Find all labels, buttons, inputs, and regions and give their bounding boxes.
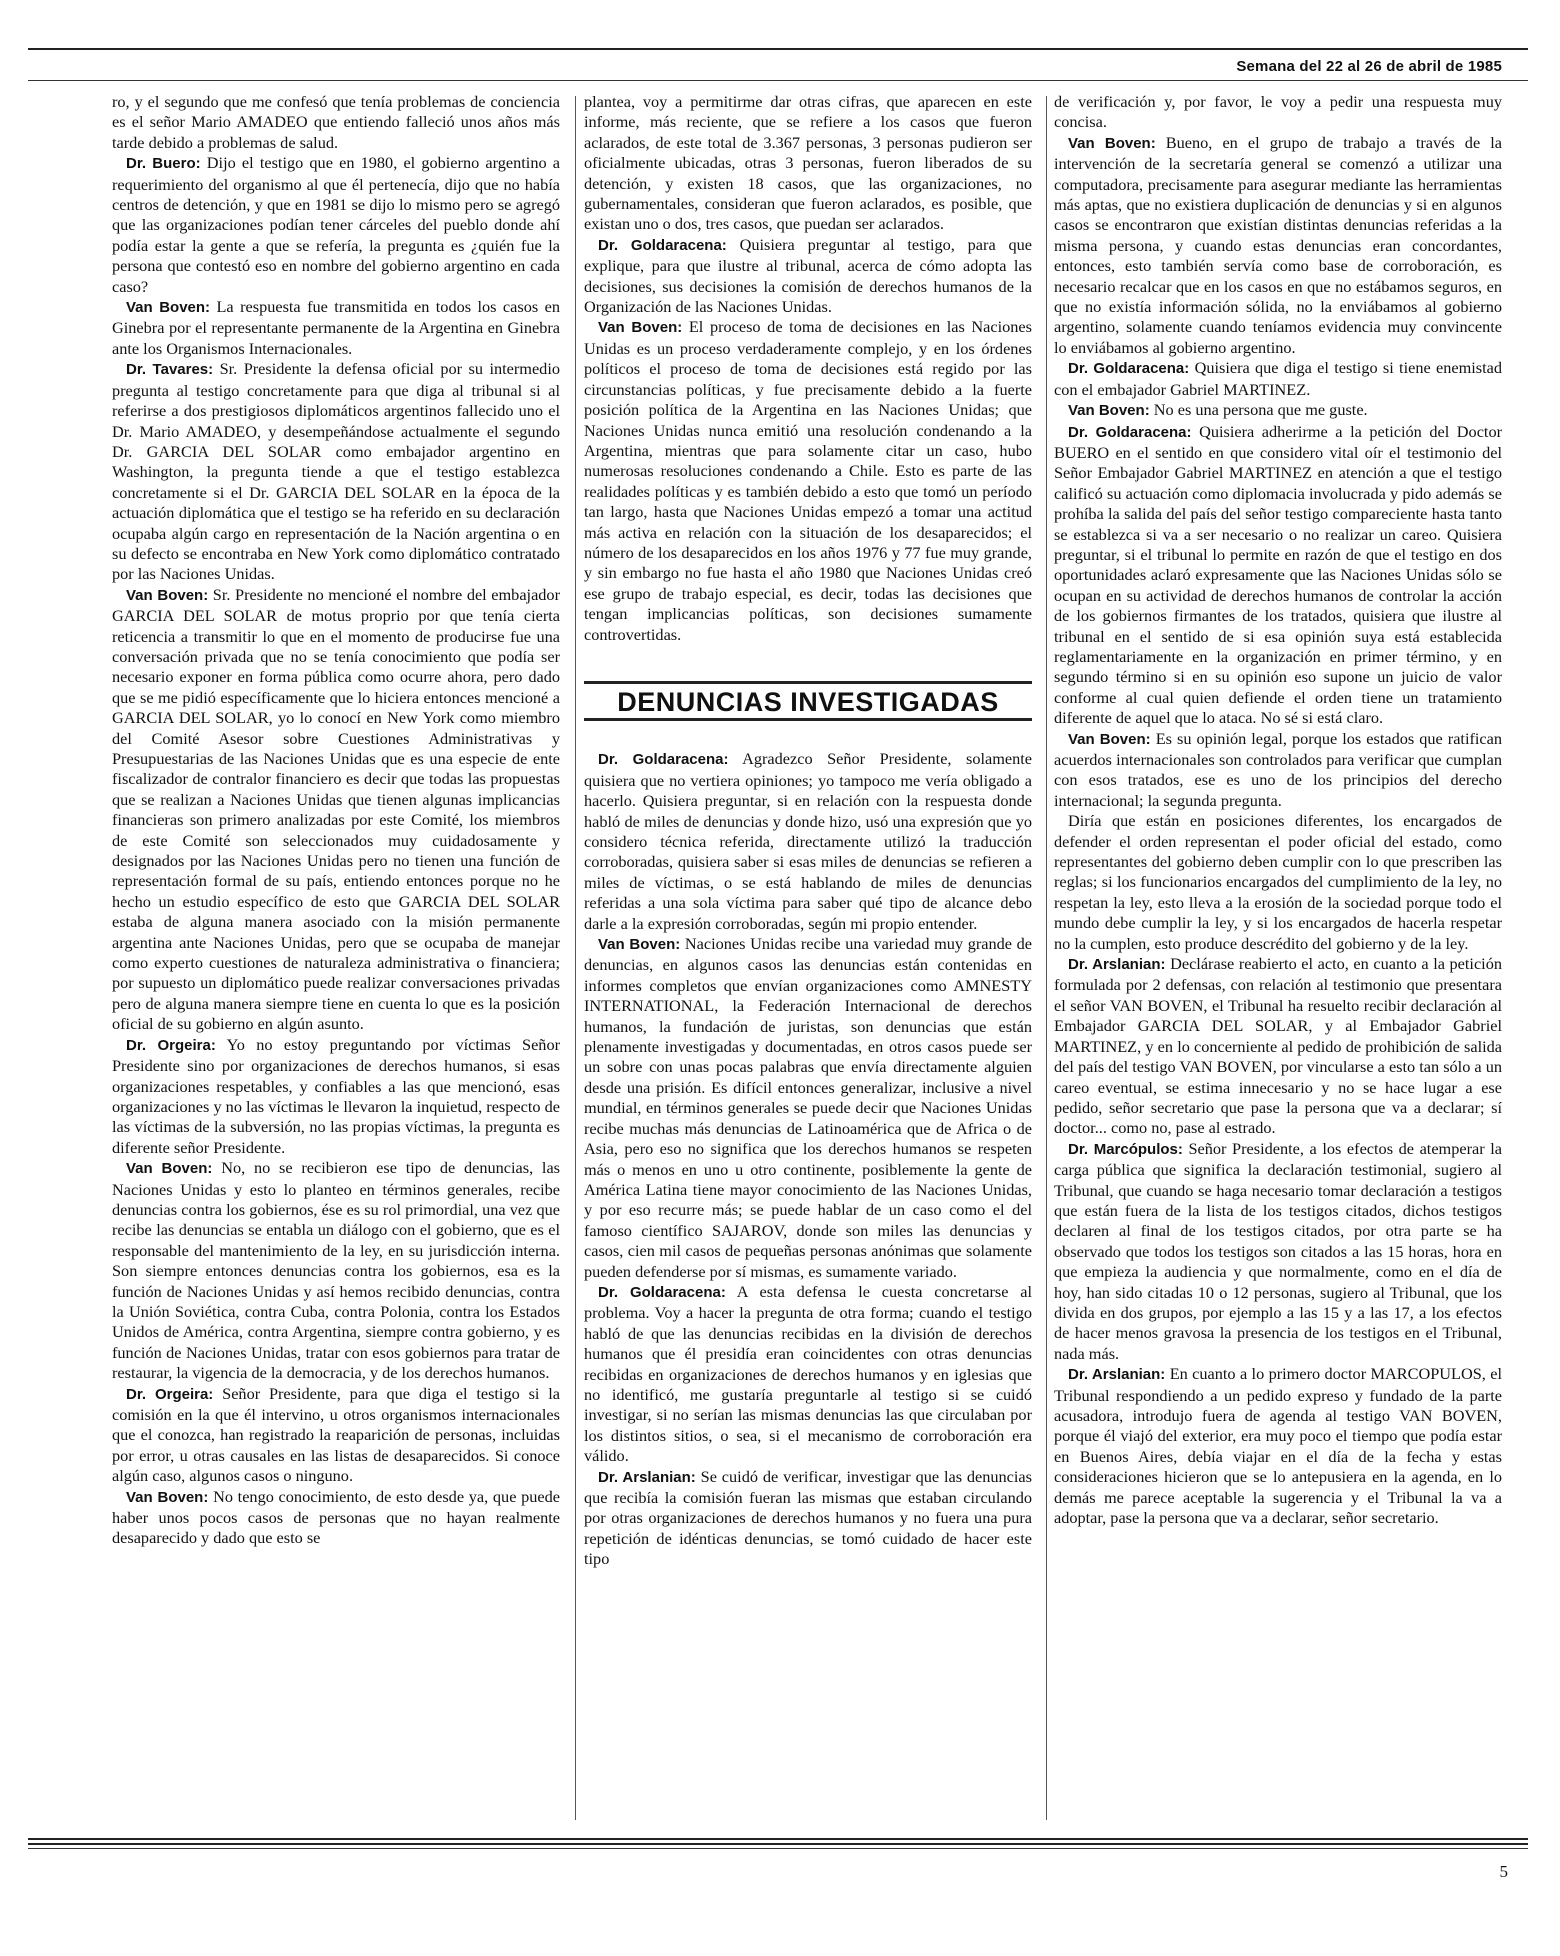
paragraph-text: Es su opinión legal, porque los estados que ratifican acuerdos internacionales son controlados para verificar que cumplan con esos tratados, ese es uno de los principios del derecho internacional; la segunda pregunta. [1054,728,1502,810]
paragraph-text: Declárase reabierto el acto, en cuanto a la petición formulada por 2 defensas, con relación al testimonio que presentara el señor VAN BOVEN, el Tribunal ha resuelto recibir declaración al Embajador GARCIA DEL SOLAR, y al Embajador Gabriel MARTINEZ, y en lo concerniente al pedido de prohibición de salida del país del testigo VAN BOVEN, por vincularse a esto tan sólo a un careo eventual, se estima innecesario y no se hace lugar a ese pedido, señor secretario que pase la persona que va a declarar; sí doctor... como no, pase al estrado. [1054,954,1502,1138]
paragraph-text: Señor Presidente, a los efectos de atemperar la carga pública que significa la declaración testimonial, sugiero al Tribunal, que cuando se haga necesario tomar declaración a testigos que están fuera de la lista de los testigos citados, dichos testigos declaren al final de los testigos citados, por otra parte se ha observado que todos los testigos son citados a las 15 horas, hora en que empieza la audiencia y que normalmente, como en el día de hoy, han sido citadas 10 o 12 personas, sugiero al Tribunal, que los divida en dos grupos, por ejemplo a las 15 y a las 17, a los efectos de hacer menos gravosa la presencia de los testigos en el Tribunal, nada más. [1054,1138,1502,1363]
transcript-paragraph [112,359,560,584]
transcript-paragraph [112,92,560,153]
paragraph-text: Dijo el testigo que en 1980, el gobierno argentino a requerimiento del organismo al que él pertenecía, dijo que no había centros de detención, y que en 1981 se dijo lo mismo pero se agregó que las organizaciones podían tener cárceles del pueblo donde ahí podía estar la gente a que se refería, la pregunta es ¿quién fue la persona que contestó eso en nombre del gobierno argentino en cada caso? [112,153,560,296]
paragraph-text: Señor Presidente, para que diga el testigo si la comisión en la que él intervino, u otros organismos internacionales que el conozca, han registrado la reaparición de personas, incluidas por error, u otras causales en las listas de desaparecidos. Si conoce algún caso, algunos casos o ninguno. [112,1383,560,1486]
paragraph-text: ro, y el segundo que me confesó que tenía problemas de conciencia es el señor Mario AMADEO que entiendo falleció unos años más tarde debido a problemas de salud. [112,92,560,152]
column-2 [584,92,1032,1820]
bottom-rule [28,1843,1528,1845]
paragraph-text: Sr. Presidente la defensa oficial por su intermedio pregunta al testigo concretamente para que diga al tribunal si al referirse a dos prestigiosos diplomáticos argentinos fallecido uno el Dr. Mario AMADEO, y desempeñándose actualmente el segundo Dr. GARCIA DEL SOLAR como embajador argentino en Washington, la pregunta tiende a que el testigo establezca concretamente si el Dr. GARCIA DEL SOLAR en la época de la actuación diplomática que el testigo se ha referido en su declaración ocupaba algún cargo en representación de la Nación argentina o en su defecto se encontraba en New York como diplomático contratado por las Naciones Unidas. [112,359,560,584]
speaker-name: Van Boven: [598,319,683,337]
speaker-name: Dr. Orgeira: [126,1385,214,1403]
bottom-rule [28,1838,1528,1840]
paragraph-text: Naciones Unidas recibe una variedad muy grande de denuncias, en algunos casos las denuncias están contenidas en informes completos que envían organizaciones como AMNESTY INTERNATIONAL, la Federación Internacional de derechos humanos, la fundación de juristas, son denuncias que están plenamente investigadas y documentadas, en otros casos puede ser un sobre con unas pocas palabras que envía directamente alguien desde una prisión. Es difícil entonces generalizar, inclusive a nivel mundial, en términos generales se puede decir que Naciones Unidas recibe muchas más denuncias de Latinoamérica que de Africa o de Asia, pero eso no significa que los derechos humanos se respeten más o menos en uno u otro continente, posiblemente la gente de América Latina tiene mayor conocimiento de las Naciones Unidas, y por eso recurre más; se puede hablar de un caso como el del famoso científico SAJAROV, donde son miles las denuncias y casos, cien mil casos de pequeñas personas anónimas que solamente pueden defenderse por sí mismas, es sumamente variado. [584,934,1032,1281]
paragraph-text: Quisiera adherirme a la petición del Doctor BUERO en el sentido en que considero vital oír el testimonio del Señor Embajador Gabriel MARTINEZ en atención a que el testigo calificó su actuación como diplomacia involucrada y pido además se prohíba la salida del país del señor testigo compareciente hasta tanto se establezca si va a ser necesario o no realizar un careo. Quisiera preguntar, si el tribunal lo permite en razón de que el testigo en dos oportunidades aclaró expresamente que las Naciones Unidas sólo se ocupan en su actividad de derechos humanos de controlar la acción de los gobiernos firmantes de los tratados, quisiera que ilustre al tribunal en el sentido de si esa opinión suya está establecida reglamentariamente en la organización en primer término, y en segundo término si en su opinión eso supone un juicio de valor conforme al cual quien defiende el orden tiene un tratamiento diferente de aquel que lo ataca. No sé si está claro. [1054,421,1502,728]
speaker-name: Van Boven: [126,299,211,317]
paragraph-text: La respuesta fue transmitida en todos los casos en Ginebra por el representante permanente de la Argentina en Ginebra ante los Organismos Internacionales. [112,297,560,358]
bottom-rule [28,1848,1528,1849]
transcript-paragraph [1054,811,1502,954]
paragraph-text: No, no se recibieron ese tipo de denuncias, las Naciones Unidas y esto lo planteo en términos generales, recibe denuncias contra los gobiernos, ése es su rol primordial, una vez que recibe las denuncias se entabla un diálogo con el gobierno, que es el responsable del mantenimiento de la ley, en su jurisdicción interna. Son siempre entonces denuncias contra los gobiernos, esa es la función de Naciones Unidas y así hemos recibido denuncias, contra la Unión Soviética, contra Cuba, contra Polonia, contra los Estados Unidos de América, contra Argentina, siempre contra gobierno, y es función de Naciones Unidas, tratar con esos gobiernos para tratar de restaurar, la vigencia de la democracia, y de los derechos humanos. [112,1158,560,1383]
page-number: 5 [1499,1862,1508,1881]
paragraph-text: El proceso de toma de decisiones en las Naciones Unidas es un proceso verdaderamente complejo, y en los órdenes políticos el proceso de toma de decisiones está regido por las circunstancias políticas, y fue precisamente debido a la fuerte posición política de la Argentina en las Naciones Unidas; que Naciones Unidas nunca emitió una resolución condenando a la Argentina, mientras que para solamente citar un caso, hubo numerosas resoluciones condenando a Chile. Esto es parte de las realidades políticas y es también debido a esto que tomó un período tan largo, hasta que Naciones Unidas empezó a tomar una actitud más activa en relación con la situación de los desaparecidos; el número de los desaparecidos en los años 1976 y 77 fue muy grande, y sin embargo no fue hasta el año 1980 que Naciones Unidas creó ese grupo de trabajo especial, es decir, todas las decisiones que tengan implicancias políticas, son decisiones sumamente controvertidas. [584,317,1032,644]
transcript-paragraph [1054,92,1502,133]
issue-date: Semana del 22 al 26 de abril de 1985 [1236,58,1502,75]
paragraph-text: Quisiera preguntar al testigo, para que explique, para que ilustre al tribunal, acerca de cómo adopta las decisiones, sus decisiones la comisión de derechos humanos de la Organización de las Naciones Unidas. [584,234,1032,317]
paragraph-text: En cuanto a lo primero doctor MARCOPULOS, el Tribunal respondiendo a un pedido expreso y fundado de la parte acusadora, introdujo fuera de agenda al testigo VAN BOVEN, porque él viajó del exterior, era muy poco el tiempo que podía estar en Buenos Aires, debía viajar en el día de la fecha y estas consideraciones hicieron que se lo antepusiera en la agenda, en lo demás me parece aceptable la sugerencia y el Tribunal la va a adoptar, pase la persona que va a declarar, señor secretario. [1054,1364,1502,1528]
paragraph-text: plantea, voy a permitirme dar otras cifras, que aparecen en este informe, más reciente, que se refiere a los casos que fueron aclarados, de este total de 3.367 personas, 3 personas pudieron ser oficialmente ubicadas, otras 3 personas, fueron liberados de su detención, y existen 18 casos, que las organizaciones, no gubernamentales, consideran que fueron aclarados, es posible, que existan uno o dos, tres casos, que puedan ser aclarados. [584,92,1032,234]
transcript-paragraph [584,317,1032,645]
transcript-paragraph [584,92,1032,235]
transcript-paragraph [1054,1139,1502,1364]
speaker-name: Dr. Marcópulos: [1068,1140,1183,1158]
section-heading: DENUNCIAS INVESTIGADAS [584,681,1032,721]
transcript-paragraph [1054,133,1502,358]
transcript-paragraph [112,297,560,359]
transcript-paragraph [112,1384,560,1487]
transcript-paragraph [1054,729,1502,812]
header-rule [28,80,1528,81]
speaker-name: Van Boven: [126,1488,209,1506]
column-divider [1046,96,1047,1820]
transcript-paragraph [1054,358,1502,400]
speaker-name: Dr. Arslanian: [1068,956,1166,974]
column-1 [112,92,560,1820]
transcript-paragraph [112,585,560,1035]
paragraph-text: Quisiera que diga el testigo si tiene enemistad con el embajador Gabriel MARTINEZ. [1054,358,1502,399]
top-rule [28,48,1528,50]
transcript-paragraph [112,1487,560,1549]
speaker-name: Van Boven: [126,586,209,604]
column-3 [1054,92,1502,1820]
paragraph-text: No es una persona que me guste. [1153,400,1368,420]
paragraph-text: Diría que están en posiciones diferentes, los encargados de defender el orden representan el poder oficial del estado, como representantes del gobierno deben cumplir con lo que prescriben las reglas; si los funcionarios encargados del cumplimiento de la ley, no respetan la ley, esto lleva a la erosión de la sociedad porque todo el mundo debe cumplir la ley, y si los encargados de hacerla respetar no la cumplen, esto produce descrédito del gobierno y de la ley. [1054,811,1502,953]
speaker-name: Dr. Orgeira: [126,1036,216,1054]
transcript-paragraph [112,153,560,297]
paragraph-text: de verificación y, por favor, le voy a pedir una respuesta muy concisa. [1054,92,1502,132]
transcript-paragraph [112,1035,560,1158]
speaker-name: Dr. Goldaracena: [1068,360,1190,378]
speaker-name: Dr. Goldaracena: [598,236,727,254]
transcript-paragraph [1054,954,1502,1139]
paragraph-text: Sr. Presidente no mencioné el nombre del embajador GARCIA DEL SOLAR de motus proprio por que tenía cierta reticencia a transmitir lo que en el momento de producirse fue una conversación privada que no se tenía conocimiento que podía ser necesario exponer en forma pública como ocurre ahora, pero dado que se me pidió específicamente que lo hiciera entonces mencioné a GARCIA DEL SOLAR, yo lo conocí en New York como miembro del Comité Asesor sobre Cuestiones Administrativas y Presupuestarias de las Naciones Unidas que es una especie de ente fiscalizador de contralor financiero es decir que todas las propuestas que se realizan a Naciones Unidas que tienen algunas implicancias financieras son primero analizadas por este Comité, los miembros de este Comité son seleccionados muy cuidadosamente y designados por las Naciones Unidas pero no tienen una función de representación formal de su país, entiendo entonces porque no he hecho un estudio específico de esto que GARCIA DEL SOLAR estaba de alguna manera asociado con la misión permanente argentina ante Naciones Unidas, pero que se ocupaba de manejar como experto cuestiones de naturaleza administrativa o financiera; por supuesto un diplomático puede realizar conversaciones privadas pero de alguna manera siempre tiene en cuenta lo que es la posición oficial de su gobierno en algún asunto. [112,584,560,1034]
paragraph-text: A esta defensa le cuesta concretarse al problema. Voy a hacer la pregunta de otra forma; cuando el testigo habló de que las denuncias recibidas en la división de derechos humanos que él presidía eran coincidentes con otras denuncias recibidas en organizaciones de derechos humanos y en iglesias que no identificó, me gustaría preguntarle al testigo si se cuidó investigar, si no serían las mismas denuncias las que circulaban por los distintos sitios, o sea, si el mecanismo de corroboración era válido. [584,1281,1032,1466]
transcript-paragraph [1054,422,1502,729]
transcript-paragraph [584,1282,1032,1467]
paragraph-text: Bueno, en el grupo de trabajo a través de la intervención de la secretaría general se comenzó a utilizar una computadora, precisamente para asegurar mediante las herramientas más aptas, que no existiera duplicación de denuncias y si en algunos casos se encontraron que existían distintas denuncias referidas a la misma persona, y cuando estas denuncias eran concordantes, entonces, esto también servía como base de corroboración, es necesario recalcar que en los casos en que no estábamos seguros, en que no existía información sólida, no la enviábamos al gobierno argentino, solamente cuando teníamos evidencia muy convincente lo enviábamos al gobierno argentino. [1054,132,1502,357]
speaker-name: Dr. Tavares: [126,361,214,379]
transcript-paragraph [1054,400,1502,421]
speaker-name: Dr. Arslanian: [598,1468,696,1486]
transcript-paragraph [584,235,1032,318]
transcript-paragraph [112,1158,560,1383]
speaker-name: Van Boven: [1068,402,1150,420]
speaker-name: Van Boven: [598,936,681,954]
speaker-name: Van Boven: [126,1160,213,1178]
transcript-paragraph [584,749,1032,934]
column-divider [575,96,576,1820]
paragraph-text: Agradezco Señor Presidente, solamente quisiera que no vertiera opiniones; yo tampoco me vería obligado a hacerlo. Quisiera preguntar, si en relación con la respuesta donde habló de miles de denuncias y donde hizo, usó una expresión que yo considero técnica referida, directamente utilizó la traducción corroboradas, quisiera saber si esas miles de denuncias se refieren a miles de víctimas, o se está hablando de miles de denuncias referidas a una sola víctima para saber qué tipo de alcance debo darle a la expresión corroboradas, según mi propio entender. [584,749,1032,933]
transcript-paragraph [584,1467,1032,1570]
speaker-name: Dr. Buero: [126,155,201,173]
transcript-paragraph [584,934,1032,1282]
speaker-name: Dr. Arslanian: [1068,1366,1166,1384]
transcript-paragraph [1054,1364,1502,1528]
paragraph-text: Se cuidó de verificar, investigar que las denuncias que recibía la comisión fueran las mismas que estaban circulando por otras organizaciones de derechos humanos y no fuera una pura repetición de idénticas denuncias, se tomó cuidado de hacer este tipo [584,1466,1032,1569]
paragraph-text: No tengo conocimiento, de esto desde ya, que puede haber unos pocos casos de personas que no hayan realmente desaparecido y dado que esto se [112,1486,560,1548]
speaker-name: Dr. Goldaracena: [598,751,729,769]
paragraph-text: Yo no estoy preguntando por víctimas Señor Presidente sino por organizaciones de derechos humanos, si esas organizaciones respetables, y confiables a las que mencionó, esas organizaciones y no las víctimas le llevaron la inquietud, respecto de las víctimas de la subversión, no las propias víctimas, la pregunta es diferente señor Presidente. [112,1034,560,1157]
speaker-name: Dr. Goldaracena: [598,1283,726,1301]
speaker-name: Van Boven: [1068,730,1151,748]
speaker-name: Van Boven: [1068,134,1156,152]
speaker-name: Dr. Goldaracena: [1068,423,1192,441]
